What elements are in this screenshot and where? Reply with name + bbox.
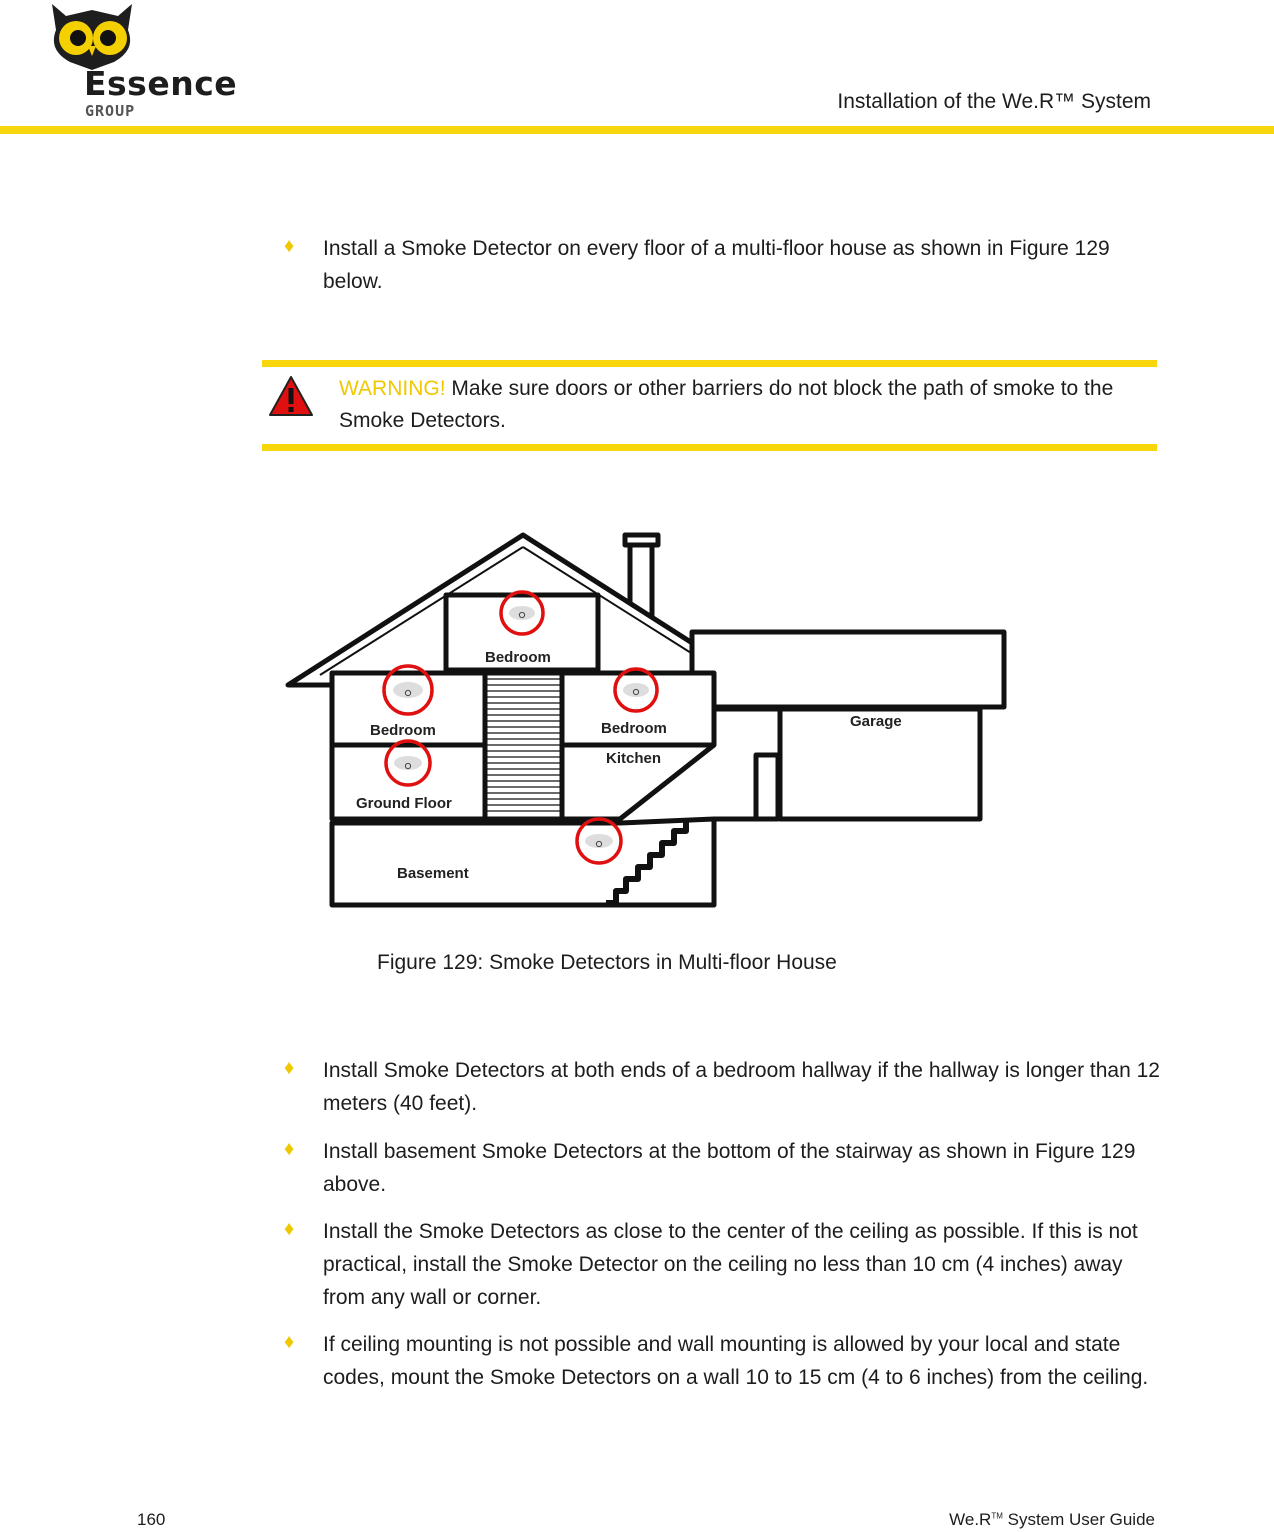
label-ground-floor: Ground Floor [356, 795, 452, 812]
label-garage: Garage [850, 713, 902, 730]
footer-trademark: TM [991, 1511, 1003, 1521]
bullet-text: Install a Smoke Detector on every floor of a multi-floor house as shown in Figure 129 below. [323, 237, 1110, 293]
page-number: 160 [137, 1510, 166, 1529]
figure-caption: Figure 129: Smoke Detectors in Multi-floor House [377, 951, 837, 974]
warning-bottom-rule [262, 444, 1157, 451]
warning-top-rule [262, 360, 1157, 367]
owl-icon [44, 0, 144, 70]
diamond-bullet-icon: ♦ [284, 1138, 295, 1160]
label-kitchen: Kitchen [606, 750, 662, 767]
footer-guide-prefix: We.R [949, 1510, 992, 1529]
diamond-bullet-icon: ♦ [284, 1331, 295, 1353]
logo-group-text: GROUP [85, 102, 136, 120]
bullet-text: Install the Smoke Detectors as close to the center of the ceiling as possible. If this is not practical, install the Smoke Detector on the ceiling no less than 10 cm (4 inches) away from any wall or corner. [323, 1220, 1138, 1309]
header-divider [0, 126, 1274, 134]
diamond-bullet-icon: ♦ [284, 1218, 295, 1240]
bullet-text: Install Smoke Detectors at both ends of a bedroom hallway if the hallway is longer than 12 meters (40 feet). [323, 1059, 1160, 1115]
diamond-bullet-icon: ♦ [284, 1057, 295, 1079]
warning-label: WARNING! [339, 377, 446, 400]
label-basement: Basement [397, 865, 469, 882]
warning-message: Make sure doors or other barriers do not block the path of smoke to the Smoke Detectors. [339, 377, 1114, 432]
footer-guide-title [949, 1510, 1155, 1530]
footer-guide-suffix: System User Guide [1002, 1510, 1155, 1529]
house-diagram [280, 525, 1010, 915]
logo-wordmark: Essence [84, 64, 238, 103]
essence-logo [44, 0, 238, 125]
page-header-title: Installation of the We.R™ System [837, 90, 1151, 113]
label-right-bedroom: Bedroom [601, 720, 667, 737]
warning-text [339, 373, 1139, 437]
label-attic-bedroom: Bedroom [485, 649, 551, 666]
bullet-text: If ceiling mounting is not possible and wall mounting is allowed by your local and state codes, mount the Smoke Detectors on a wall 10 to 15 cm (4 to 6 inches) from the ceiling. [323, 1333, 1149, 1389]
label-left-bedroom: Bedroom [370, 722, 436, 739]
warning-triangle-icon [268, 374, 314, 418]
bullet-text: Install basement Smoke Detectors at the bottom of the stairway as shown in Figure 129 above. [323, 1140, 1136, 1196]
diamond-bullet-icon: ♦ [284, 235, 295, 257]
